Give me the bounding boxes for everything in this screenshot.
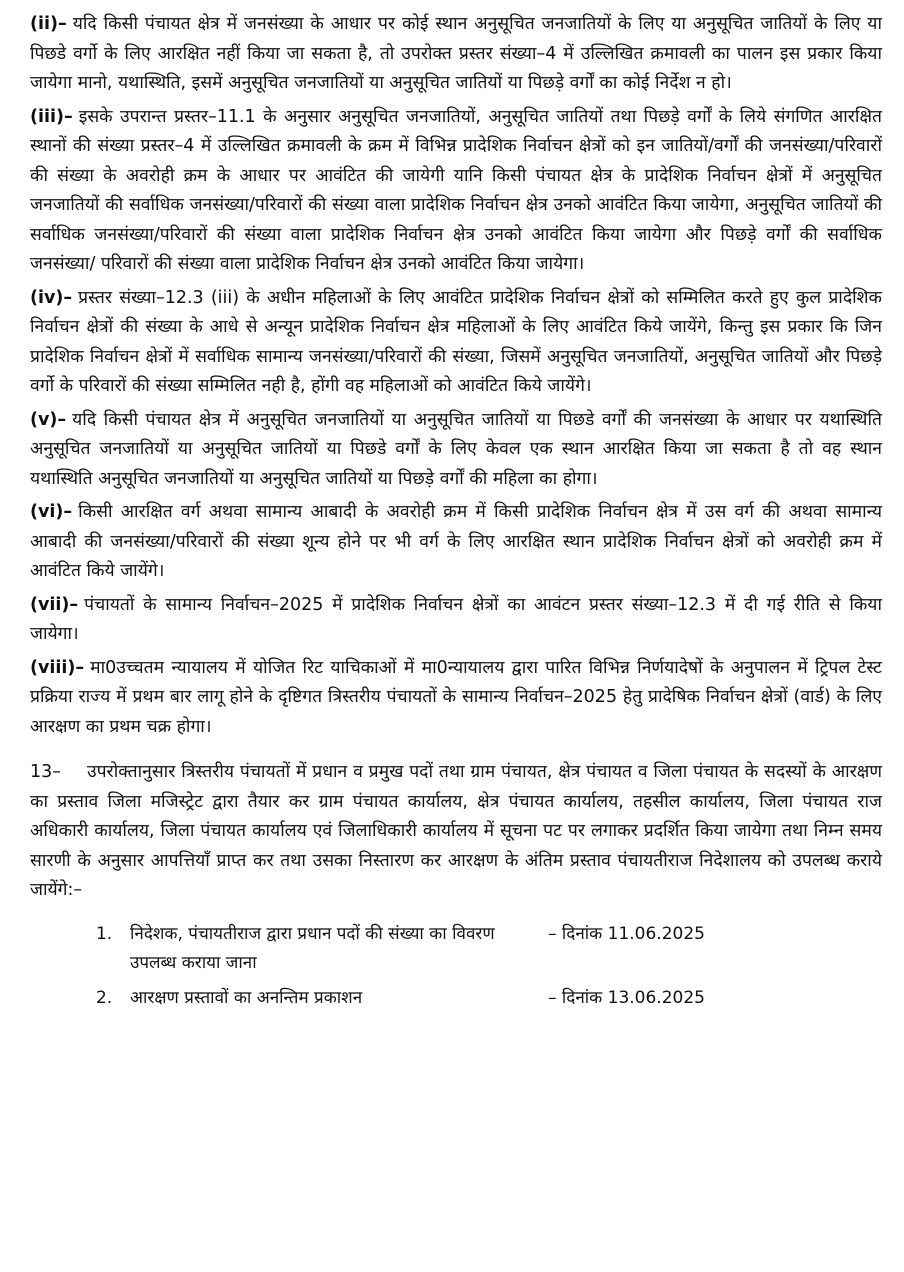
clause-number: (vii)– (30, 594, 79, 615)
section-number: 13– (30, 762, 62, 782)
clause-number: (viii)– (30, 657, 85, 678)
clause-text: पंचायतों के सामान्य निर्वाचन–2025 में प्रादेशिक निर्वाचन क्षेत्रों का आवंटन प्रस्तर संख्या–12.3 में दी गई रीति से किया जायेगा। (30, 594, 882, 644)
clause-text: किसी आरक्षित वर्ग अथवा सामान्य आबादी के अवरोही क्रम में किसी प्रादेशिक निर्वाचन क्षेत्र में उस वर्ग की अथवा सामान्य आबादी की जनसंख्या/परिवारों की संख्या शून्य होने पर भी वर्ग के लिए आरक्षित स्थान प्रादेशिक निर्वाचन क्षेत्रों को अवरोही क्रम में आवंटित किये जायेंगे। (30, 502, 882, 581)
schedule-index: 2. (96, 987, 113, 1008)
schedule-description: आरक्षण प्रस्तावों का अनन्तिम प्रकाशन (130, 987, 363, 1008)
section-13 (30, 758, 882, 906)
clause-text: इसके उपरान्त प्रस्तर–11.1 के अनुसार अनुसूचित जनजातियों, अनुसूचित जातियों तथा पिछड़े वर्गों के लिये संगणित आरक्षित स्थानों की संख्या प्रस्तर–4 में उल्लिखित क्रमावली के क्रम में विभिन्न प्रादेशिक निर्वाचन क्षेत्रों को इन जातियों/वर्गों की जनसंख्या/परिवारों की संख्या के अवरोही क्रम के आधार पर आवंटित की जायेगी यानि किसी पंचायत क्षेत्र के प्रादेशिक निर्वाचन क्षेत्रों में अनुसूचित जनजातियों की सर्वाधिक जनसंख्या/परिवारों की संख्या वाला प्रादेशिक निर्वाचन क्षेत्र उनको आवंटित किया जायेगा, अनुसूचित जातियों की सर्वाधिक जनसंख्या/परिवारों की संख्या वाला प्रादेशिक निर्वाचन क्षेत्र उनको आवंटित किया जायेगा और पिछड़े वर्गों की सर्वाधिक जनसंख्या/ परिवारों की संख्या वाला प्रादेशिक निर्वाचन क्षेत्र उनको आवंटित किया जायेगा। (30, 106, 882, 274)
clause-viii (30, 654, 882, 743)
clause-text: यदि किसी पंचायत क्षेत्र में जनसंख्या के आधार पर कोई स्थान अनुसूचित जनजातियों के लिए या अनुसूचित जातियों के लिए या पिछडे वर्गो के लिए आरक्षित नहीं किया जा सकता है, तो उपरोक्त प्रस्तर संख्या–4 में उल्लिखित क्रमावली का पालन इस प्रकार किया जायेगा मानो, यथास्थिति, इसमें अनुसूचित जनजातियों या अनुसूचित जातियों या पिछड़े वर्गों का कोई निर्देश न हो। (30, 14, 882, 93)
section-text: उपरोक्तानुसार त्रिस्तरीय पंचायतों में प्रधान व प्रमुख पदों तथा ग्राम पंचायत, क्षेत्र पंचायत व जिला पंचायत के सदस्यों के आरक्षण का प्रस्ताव जिला मजिस्ट्रेट द्वारा तैयार कर ग्राम पंचायत कार्यालय, क्षेत्र पंचायत कार्यालय, तहसील कार्यालय, जिला पंचायत राज अधिकारी कार्यालय, जिला पंचायत कार्यालय एवं जिलाधिकारी कार्यालय में सूचना पट पर लगाकर प्रदर्शित किया जायेगा तथा निम्न समय सारणी के अनुसार आपत्तियाँ प्राप्त कर तथा उसका निस्तारण कर आरक्षण के अंतिम प्रस्ताव पंचायतीराज निदेशालय को उपलब्ध कराये जायेंगे:– (30, 762, 882, 900)
schedule-list (30, 920, 882, 1013)
clause-number: (v)– (30, 409, 67, 430)
clause-number: (ii)– (30, 14, 67, 34)
clause-v (30, 406, 882, 495)
clause-number: (vi)– (30, 502, 73, 522)
clause-text: यदि किसी पंचायत क्षेत्र में अनुसूचित जनजातियों या अनुसूचित जातियों या पिछडे वर्गों की जनसंख्या के आधार पर यथास्थिति अनुसूचित जनजातियों या अनुसूचित जातियों या पिछडे वर्गों के लिए केवल एक स्थान आरक्षित किया जा सकता है तो वह स्थान यथास्थिति अनुसूचित जनजातियों या अनुसूचित जातियों या पिछड़े वर्गों की महिला का होगा। (30, 409, 882, 489)
clause-text: प्रस्तर संख्या–12.3 (iii) के अधीन महिलाओं के लिए आवंटित प्रादेशिक निर्वाचन क्षेत्रों को सम्मिलित करते हुए कुल प्रादेशिक निर्वाचन क्षेत्रों की संख्या के आधे से अन्यून प्रादेशिक निर्वाचन क्षेत्र महिलाओं के लिए आवंटित किये जायेंगे, किन्तु इस प्रकार कि जिन प्रादेशिक निर्वाचन क्षेत्रों में सर्वाधिक सामान्य जनसंख्या/परिवारों की संख्या, जिसमें अनुसूचित जनजातियों, अनुसूचित जातियों और पिछड़े वर्गो के परिवारों की संख्या सम्मिलित नही है, होंगी वह महिलाओं को आवंटित किये जायेंगे। (30, 287, 882, 396)
schedule-index: 1. (96, 923, 113, 944)
clause-text: मा0उच्चतम न्यायालय में योजित रिट याचिकाओं में मा0न्यायालय द्वारा पारित विभिन्न निर्णयादेषों के अनुपालन में ट्रिपल टेस्ट प्रक्रिया राज्य में प्रथम बार लागू होने के दृष्टिगत त्रिस्तरीय पंचायतों के सामान्य निर्वाचन–2025 हेतु प्रादेषिक निर्वाचन क्षेत्रों (वार्ड) के लिए आरक्षण का प्रथम चक्र होगा। (30, 657, 882, 737)
schedule-date: – दिनांक 11.06.2025 (548, 923, 705, 944)
clause-iv (30, 284, 882, 402)
clause-iii (30, 103, 882, 280)
schedule-description: निदेशक, पंचायतीराज द्वारा प्रधान पदों की संख्या का विवरण उपलब्ध कराया जाना (130, 923, 495, 973)
clause-number: (iv)– (30, 287, 73, 308)
clause-vii (30, 591, 882, 650)
schedule-date: – दिनांक 13.06.2025 (548, 987, 705, 1008)
clause-ii (30, 10, 882, 99)
schedule-item (96, 920, 882, 978)
clause-vi (30, 498, 882, 587)
clause-number: (iii)– (30, 106, 73, 127)
schedule-item (96, 984, 882, 1013)
